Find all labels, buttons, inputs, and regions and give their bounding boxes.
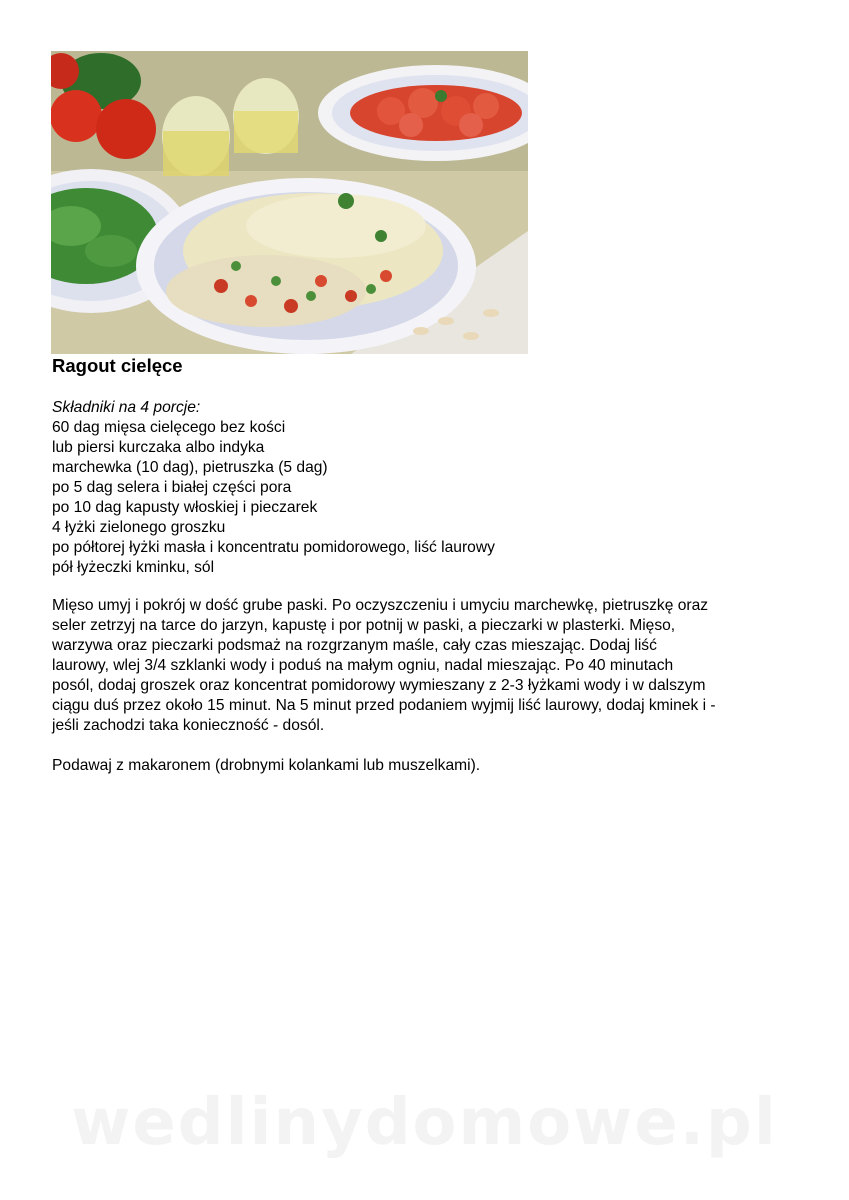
watermark: wedlinydomowe.pl [71, 1086, 778, 1160]
ingredient-item: po 5 dag selera i białej części pora [52, 479, 292, 496]
recipe-title: Ragout cielęce [52, 355, 183, 376]
method-line: posól, dodaj groszek oraz koncentrat pomidorowy wymieszany z 2-3 łyżkami wody i w dalszym [52, 677, 706, 694]
ingredient-item: lub piersi kurczaka albo indyka [52, 439, 265, 456]
dish-photo [51, 51, 528, 354]
method-line: warzywa oraz pieczarki podsmaż na rozgrzanym maśle, cały czas mieszając. Dodaj liść [52, 637, 657, 654]
ingredient-item: 60 dag mięsa cielęcego bez kości [52, 419, 286, 436]
serving-note: Podawaj z makaronem (drobnymi kolankami lub muszelkami). [52, 757, 481, 774]
ingredient-item: po 10 dag kapusty włoskiej i pieczarek [52, 499, 318, 516]
method-line: jeśli zachodzi taka konieczność - dosól. [52, 717, 325, 734]
ingredient-item: pół łyżeczki kminku, sól [52, 559, 215, 576]
method-line: Mięso umyj i pokrój w dość grube paski. Po oczyszczeniu i umyciu marchewkę, pietruszkę oraz [52, 597, 709, 614]
ingredient-item: marchewka (10 dag), pietruszka (5 dag) [52, 459, 328, 476]
method-line: seler zetrzyj na tarce do jarzyn, kapustę i por potnij w paski, a pieczarki w plasterki. Mięso, [52, 617, 676, 634]
ingredient-item: po półtorej łyżki masła i koncentratu pomidorowego, liść laurowy [52, 539, 495, 556]
method-line: laurowy, wlej 3/4 szklanki wody i poduś na małym ogniu, nadal mieszając. Po 40 minutach [52, 657, 674, 674]
ingredients-section [52, 398, 495, 578]
ingredients-header: Składniki na 4 porcje: [52, 399, 201, 416]
method-line: ciągu duś przez około 15 minut. Na 5 minut przed podaniem wyjmij liść laurowy, dodaj kminek i - [52, 697, 716, 714]
method-paragraph [52, 596, 812, 736]
ingredient-item: 4 łyżki zielonego groszku [52, 519, 226, 536]
